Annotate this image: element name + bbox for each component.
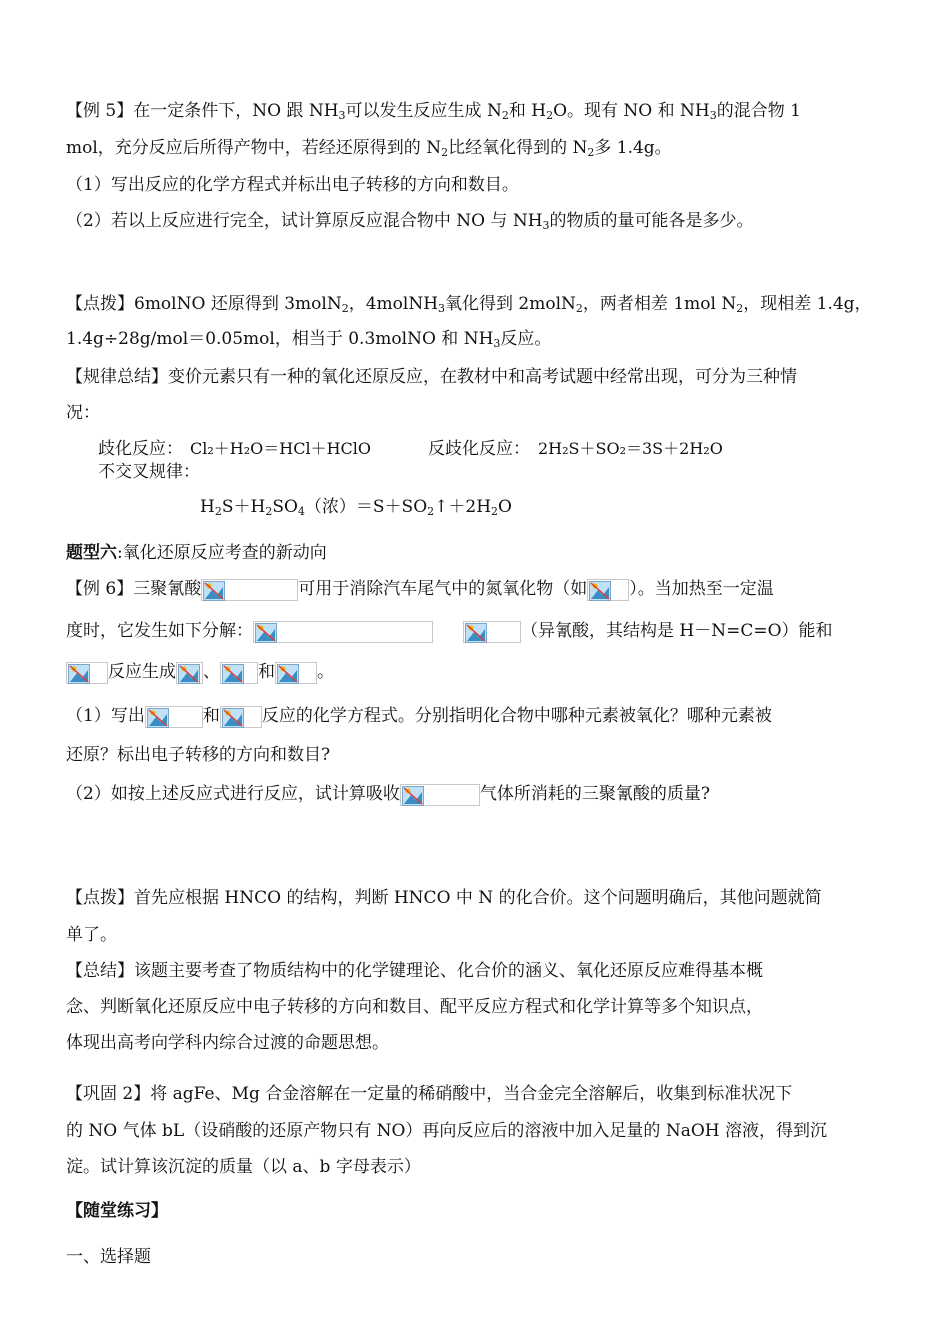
summary-line-2: 念、判断氧化还原反应中电子转移的方向和数目、配平反应方程式和化学计算等多个知识点， [66, 997, 763, 1017]
section-multiple-choice: 一、选择题 [66, 1247, 151, 1267]
disproportionation-equation: Cl₂＋H₂O＝HCl＋HClO [190, 439, 372, 458]
example-5-question-2: （2）若以上反应进行完全，试计算原反应混合物中 NO 与 $NH_3$的物质的量可能各是多少。 [66, 211, 754, 232]
hint-6-line-1: 【点拨】首先应根据 HNCO 的结构，判断 HNCO 中 N 的化合价。这个问题明确后，其他问题就简 [66, 888, 822, 908]
non-crossing-equation: $H_2S+H_2SO_4$（浓）$=S+SO_2↑+2H_2O$ [200, 497, 512, 518]
non-crossing-rule-label: 不交叉规律： [98, 462, 200, 482]
example-6-line-3: 反应生成 、 和 。 [66, 661, 334, 684]
comproportionation-equation: 2H₂S＋SO₂＝3S＋2H₂O [538, 439, 723, 458]
broken-image-icon [176, 662, 203, 684]
broken-image-icon [201, 579, 298, 601]
example-6-question-2: （2）如按上述反应式进行反应，试计算吸收 气体所消耗的三聚氰酸的质量? [66, 784, 710, 804]
example-6-question-1: （1）写出 和 反应的化学方程式。分别指明化合物中哪种元素被氧化？哪种元素被 [66, 706, 772, 726]
consolidation-2-line-3: 淀。试计算该沉淀的质量（以 a、b 字母表示） [66, 1157, 421, 1177]
hint-5-line-2: 1.4g÷28g/mol＝0.05mol，相当于 0.3molNO 和 $NH_3$反应。 [66, 329, 552, 350]
broken-image-icon [587, 579, 629, 601]
example-6-line-2: 度时，它发生如下分解： （异氰酸，其结构是 H－N=C=O）能和 [66, 621, 833, 641]
example-6-line-1: 【例 6】三聚氰酸 可用于消除汽车尾气中的氮氧化物（如 ）。当加热至一定温 [66, 579, 774, 599]
rule-summary-line-1: 【规律总结】变价元素只有一种的氧化还原反应，在教材中和高考试题中经常出现，可分为三种情 [66, 367, 797, 387]
example-6-question-1-cont: 还原？标出电子转移的方向和数目? [66, 745, 331, 765]
consolidation-2-line-1: 【巩固 2】将 agFe、Mg 合金溶解在一定量的稀硝酸中，当合金完全溶解后，收集到标准状况下 [66, 1084, 793, 1104]
disproportionation-label: 歧化反应： [98, 439, 183, 459]
example-5-line-1: 【例 5】在一定条件下，NO 跟 $NH_3$可以发生反应生成 $N_2$和 $H_2O$。现有 NO 和 $NH_3$的混合物 1 [66, 101, 801, 122]
example-5-line-2: mol，充分反应后所得产物中，若经还原得到的 $N_2$比经氧化得到的 $N_2$多 1.4g。 [66, 138, 672, 159]
consolidation-2-line-2: 的 NO 气体 bL（设硝酸的还原产物只有 NO）再向反应后的溶液中加入足量的 NaOH 溶液，得到沉 [66, 1121, 827, 1141]
rule-summary-line-2: 况： [66, 403, 100, 423]
hint-5-line-1: 【点拨】6molNO 还原得到 3molN$_2$，4molNH$_3$氧化得到 2molN$_2$，两者相差 1mol $N_2$，现相差 1.4g， [66, 294, 872, 315]
summary-line-1: 【总结】该题主要考查了物质结构中的化学键理论、化合价的涵义、氧化还原反应难得基本概 [66, 961, 763, 981]
question-type-6-title: 题型六:氧化还原反应考查的新动向 [66, 543, 327, 563]
broken-image-icon [275, 662, 317, 684]
broken-image-icon [463, 621, 521, 643]
broken-image-icon [253, 621, 433, 643]
hint-6-line-2: 单了。 [66, 925, 117, 945]
broken-image-icon [220, 662, 258, 684]
practice-title: 【随堂练习】 [66, 1201, 168, 1221]
broken-image-icon [66, 662, 108, 684]
broken-image-icon [400, 784, 480, 806]
example-5-question-1: （1）写出反应的化学方程式并标出电子转移的方向和数目。 [66, 175, 519, 195]
comproportionation-label: 反歧化反应： [428, 439, 530, 459]
summary-line-3: 体现出高考向学科内综合过渡的命题思想。 [66, 1033, 389, 1053]
broken-image-icon [220, 706, 262, 728]
broken-image-icon [145, 706, 203, 728]
